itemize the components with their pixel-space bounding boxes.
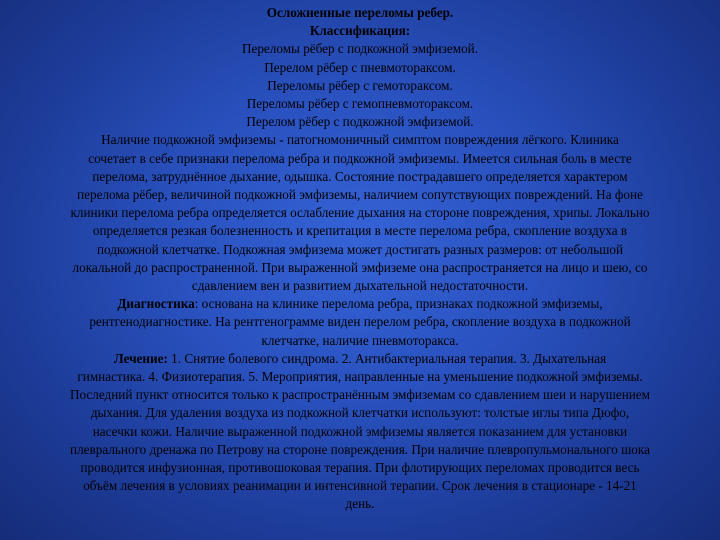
treatment-text-line: объём лечения в условиях реанимации и интенсивной терапии. Срок лечения в стационаре - 14-21 <box>83 478 637 494</box>
clinic-text-line: клиники перелома ребра определяется ослабление дыхания на стороне повреждения, хрипы. Локально <box>70 205 650 221</box>
treatment-text-line: плеврального дренажа по Петрову на стороне повреждения. При наличие плевропульмонального шока <box>70 441 650 457</box>
diagnostics-text-line: клетчатке, наличие пневмоторакса. <box>261 332 459 348</box>
classification-item: Перелом рёбер с подкожной эмфиземой. <box>246 114 474 130</box>
clinic-text-line: определяется резкая болезненность и крепитация в месте перелома ребра, скопление воздуха в <box>92 223 628 239</box>
diagnostics-label: Диагностика <box>117 296 195 312</box>
classification-item: Переломы рёбер с подкожной эмфиземой. <box>241 41 479 57</box>
treatment-text-line: Последний пункт относится только к распространённым эмфиземам со сдавлением шеи и нарушением <box>69 387 651 403</box>
treatment-text-line: дыхания. Для удаления воздуха из подкожной клетчатки используют: толстые иглы типа Дюфо, <box>90 405 630 421</box>
classification-heading: Классификация: <box>309 23 411 39</box>
classification-item: Переломы рёбер с гемотораксом. <box>267 77 453 93</box>
clinic-text-line: сочетает в себе признаки перелома ребра и подкожной эмфиземы. Имеется сильная боль в месте <box>88 150 632 166</box>
slide-content <box>4 4 716 514</box>
treatment-text-line: насечки кожи. Наличие выраженной подкожной эмфиземы является показанием для установки <box>92 423 628 439</box>
diagnostics-first-line <box>4 295 716 313</box>
treatment-text-line: гимнастика. 4. Физиотерапия. 5. Мероприятия, направленные на уменьшение подкожной эмфиземы. <box>77 369 643 385</box>
treatment-label: Лечение: <box>113 350 168 366</box>
clinic-text-line: перелома рёбер, величиной подкожной эмфиземы, наличием сопутствующих повреждений. На фоне <box>77 187 643 203</box>
clinic-text-line: сдавлением вен и развитием дыхательной недостаточности. <box>191 278 529 294</box>
clinic-text-line: локальной до распространенной. При выраженной эмфиземе она распространяется на лицо и шею, со <box>72 259 648 275</box>
slide-title: Осложненные переломы ребер. <box>266 5 454 20</box>
classification-item: Переломы рёбер с гемопневмотораксом. <box>246 96 474 112</box>
diagnostics-text-line: рентгенодиагностике. На рентгенограмме виден перелом ребра, скопление воздуха в подкожной <box>89 314 631 330</box>
classification-item: Перелом рёбер с пневмотораксом. <box>264 59 456 75</box>
diagnostics-text: : основана на клинике перелома ребра, признаках подкожной эмфиземы, <box>194 296 603 312</box>
treatment-text: 1. Снятие болевого синдрома. 2. Антибактериальная терапия. 3. Дыхательная <box>167 350 607 366</box>
clinic-text-line: перелома, затруднённое дыхание, одышка. Состояние пострадавшего определяется характером <box>92 168 628 184</box>
treatment-first-line <box>4 350 716 368</box>
clinic-text-line: подкожной клетчатке. Подкожная эмфизема может достигать разных размеров: от небольшой <box>96 241 624 257</box>
clinic-text-line: Наличие подкожной эмфиземы - патогномоничный симптом повреждения лёгкого. Клиника <box>101 132 619 148</box>
treatment-text-line: проводится инфузионная, противошоковая терапия. При флотирующих переломах проводится весь <box>80 460 640 476</box>
treatment-text-line: день. <box>345 496 375 512</box>
